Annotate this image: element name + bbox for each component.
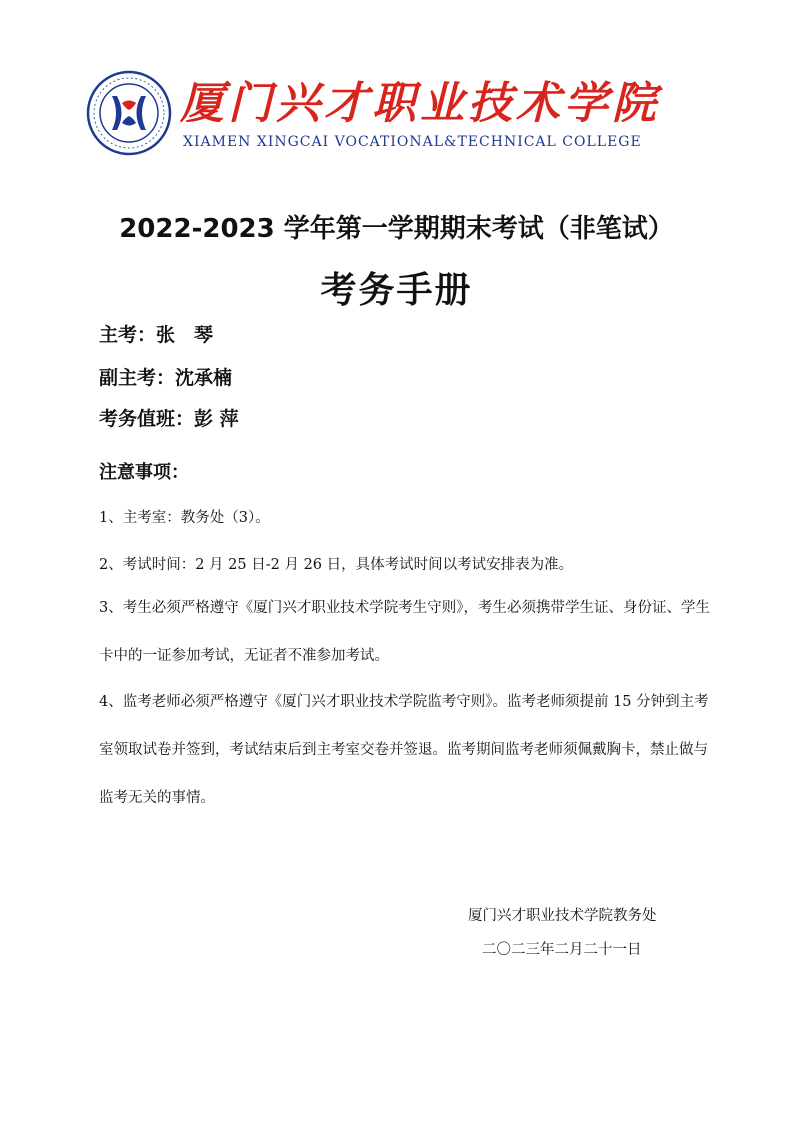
school-name-english: XIAMEN XINGCAI VOCATIONAL&TECHNICAL COLLEGE [183, 134, 642, 150]
school-name-chinese: 厦门兴才职业技术学院 [180, 78, 660, 129]
document-title: 2022-2023 学年第一学期期末考试（非笔试） [119, 214, 674, 244]
document-subtitle: 考务手册 [320, 270, 473, 311]
notice-item-4: 4、监考老师必须严格遵守《厦门兴才职业技术学院监考守则》。监考老师须提前 15 分钟到主考室领取试卷并签到，考试结束后到主考室交卷并签退。监考期间监考老师须佩戴胸卡，禁止做与监考无关的事情。 [99, 694, 709, 806]
issuer: 厦门兴才职业技术学院教务处 [468, 908, 657, 924]
issue-date: 二〇二三年二月二十一日 [482, 942, 642, 958]
page-header [86, 70, 660, 160]
deputy-examiner: 副主考：沈承楠 [99, 367, 233, 389]
notice-item-2: 2、考试时间：2 月 25 日-2 月 26 日，具体考试时间以考试安排表为准。 [99, 557, 574, 573]
chief-examiner: 主考：张 琴 [99, 324, 214, 346]
notice-heading: 注意事项： [99, 462, 189, 483]
notice-item-3: 3、考生必须严格遵守《厦门兴才职业技术学院考生守则》，考生必须携带学生证、身份证、学生卡中的一证参加考试，无证者不准参加考试。 [99, 600, 710, 664]
duty-officer: 考务值班：彭 萍 [99, 408, 239, 430]
notice-item-1: 1、主考室：教务处（3）。 [99, 510, 270, 526]
college-emblem-icon [86, 70, 172, 156]
